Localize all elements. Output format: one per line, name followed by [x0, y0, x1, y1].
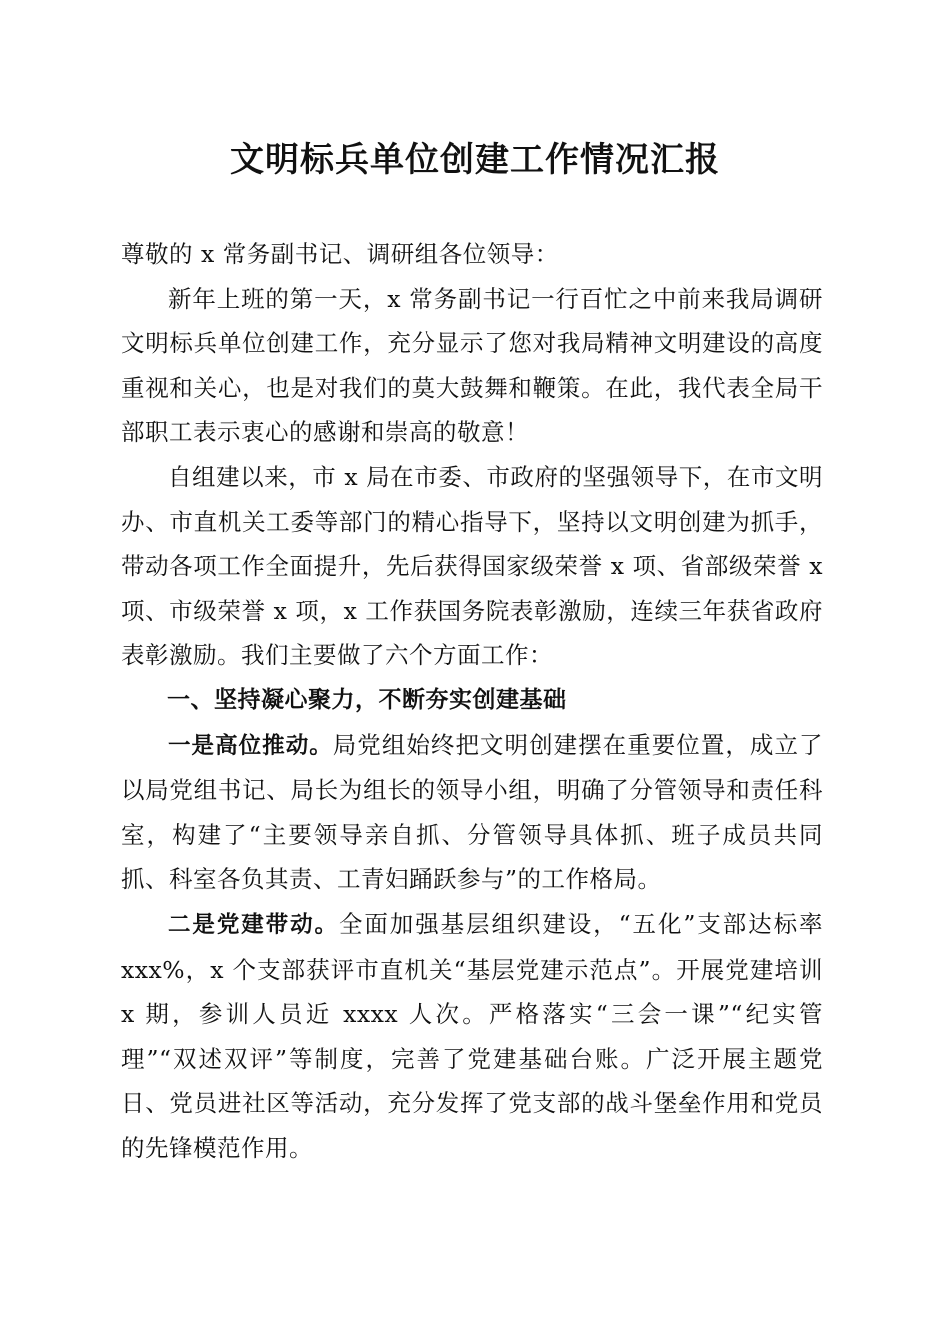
paragraph-item-1	[121, 723, 823, 902]
item-2-lead: 二是党建带动。	[168, 911, 339, 938]
paragraph-opening: 新年上班的第一天，x 常务副书记一行百忙之中前来我局调研文明标兵单位创建工作，充分显示了您对我局精神文明建设的高度重视和关心，也是对我们的莫大鼓舞和鞭策。在此，我代表全局干部职工表示衷心的感谢和崇高的敬意！	[121, 284, 823, 447]
document-body	[121, 232, 823, 1170]
item-1-text: 局党组始终把文明创建摆在重要位置，成立了以局党组书记、局长为组长的领导小组，明确了分管领导和责任科室，构建了“主要领导亲自抓、分管领导具体抓、班子成员共同抓、科室各负其责、工青妇踊跃参与”的工作格局。	[121, 730, 823, 894]
paragraph-item-2	[121, 902, 823, 1171]
paragraph-overview: 自组建以来，市 x 局在市委、市政府的坚强领导下，在市文明办、市直机关工委等部门的精心指导下，坚持以文明创建为抓手，带动各项工作全面提升，先后获得国家级荣誉 x 项、省部级荣誉 x 项、市级荣誉 x 项，x 工作获国务院表彰激励，连续三年获省政府表彰激励。我们主要做了六个方面工作：	[121, 462, 823, 670]
item-1-lead: 一是高位推动。	[168, 732, 333, 759]
document-title: 文明标兵单位创建工作情况汇报	[230, 140, 720, 180]
item-2-text: 全面加强基层组织建设，“五化”支部达标率 xxx%，x 个支部获评市直机关“基层党建示范点”。开展党建培训 x 期，参训人员近 xxxx 人次。严格落实“三会一课”“纪实管理”“双述双评”等制度，完善了党建基础台账。广泛开展主题党日、党员进社区等活动，充分发挥了党支部的战斗堡垒作用和党员的先锋模范作用。	[121, 909, 823, 1162]
section-heading-1: 一、坚持凝心聚力，不断夯实创建基础	[167, 686, 567, 713]
salutation: 尊敬的 x 常务副书记、调研组各位领导：	[121, 240, 559, 268]
